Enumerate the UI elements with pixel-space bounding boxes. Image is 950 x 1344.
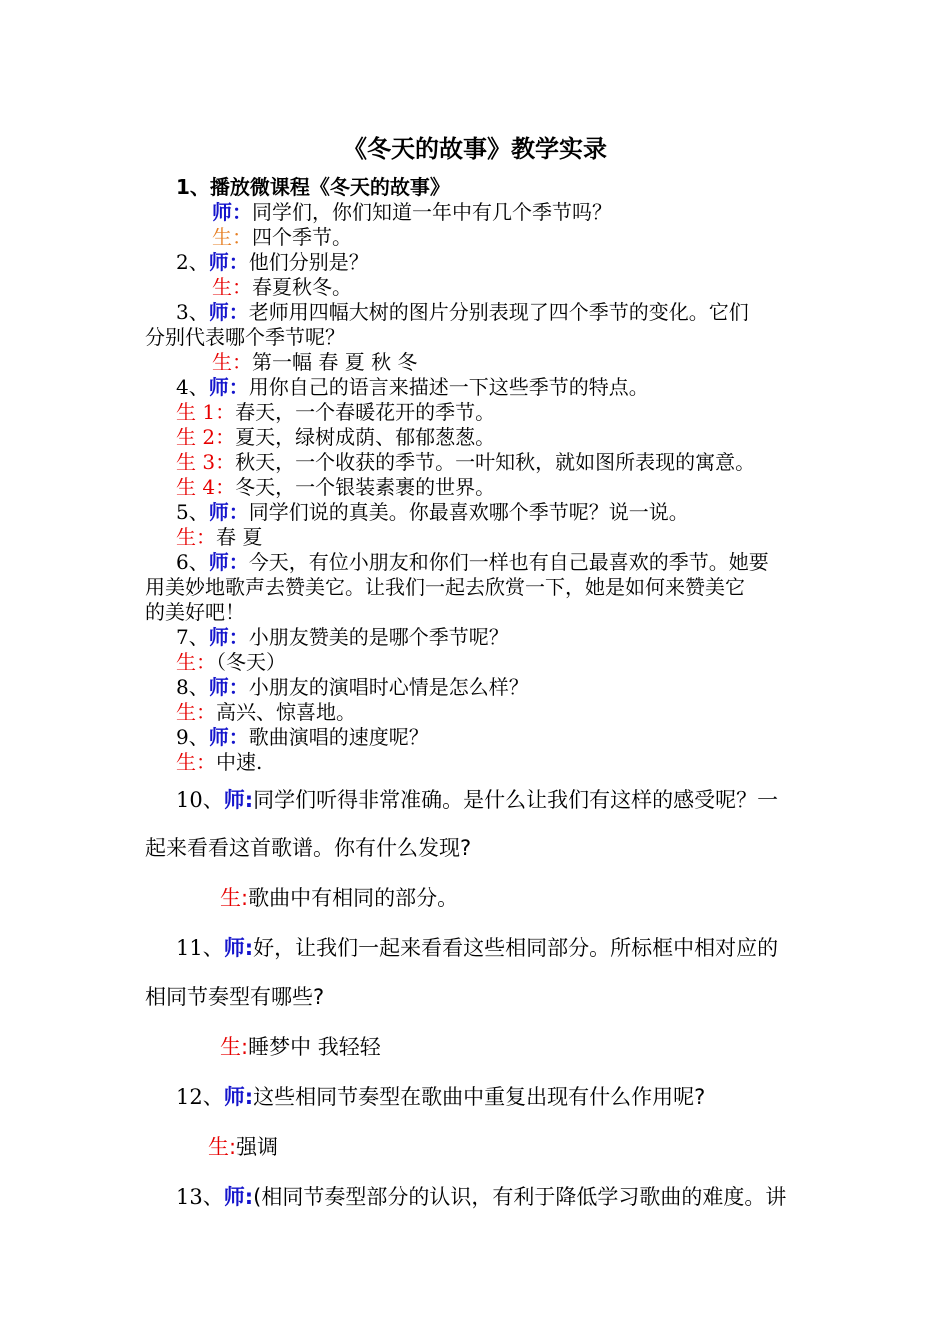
line-text: 小朋友的演唱时心情是怎么样？ xyxy=(248,675,529,699)
line-text: 第一幅 春 夏 秋 冬 xyxy=(252,350,418,374)
line-28 xyxy=(176,933,778,963)
line-29 xyxy=(145,982,324,1012)
line-32 xyxy=(208,1132,278,1162)
line-text: 同学们听得非常准确。是什么让我们有这样的感受呢？一 xyxy=(253,788,779,812)
speaker-teacher: 师: xyxy=(223,936,254,960)
line-2 xyxy=(212,200,612,225)
line-1 xyxy=(176,175,450,200)
line-19 xyxy=(176,625,509,650)
line-text: 睡梦中 我轻轻 xyxy=(248,1035,381,1059)
line-14 xyxy=(176,500,689,525)
speaker-teacher: 师： xyxy=(208,375,249,399)
line-text: 分别代表哪个季节呢？ xyxy=(145,325,345,349)
line-12 xyxy=(176,450,755,475)
line-4 xyxy=(176,250,369,275)
line-text: 好，让我们一起来看看这些相同部分。所标框中相对应的 xyxy=(253,936,779,960)
line-9 xyxy=(176,375,649,400)
speaker-teacher: 师: xyxy=(223,1085,254,1109)
line-text: 用你自己的语言来描述一下这些季节的特点。 xyxy=(248,375,649,399)
line-33 xyxy=(176,1182,786,1212)
speaker-student: 生 2： xyxy=(176,425,236,449)
line-text: 老师用四幅大树的图片分别表现了四个季节的变化。它们 xyxy=(248,300,749,324)
line-text: 他们分别是？ xyxy=(248,250,369,274)
line-number: 4、 xyxy=(176,375,209,399)
line-text: 歌曲演唱的速度呢？ xyxy=(248,725,429,749)
line-6 xyxy=(176,300,749,325)
line-number: 3、 xyxy=(176,300,209,324)
line-18 xyxy=(145,600,245,625)
line-20 xyxy=(176,650,286,675)
speaker-student: 生： xyxy=(176,525,216,549)
line-text: 小朋友赞美的是哪个季节呢？ xyxy=(248,625,509,649)
line-23 xyxy=(176,725,429,750)
line-3 xyxy=(212,225,352,250)
speaker-student: 生: xyxy=(220,886,249,910)
line-26 xyxy=(145,833,471,863)
speaker-teacher: 师： xyxy=(212,200,252,224)
speaker-teacher: 师： xyxy=(208,500,249,524)
speaker-teacher: 师： xyxy=(208,300,249,324)
line-text: 四个季节。 xyxy=(252,225,352,249)
line-number: 11、 xyxy=(176,936,224,960)
speaker-teacher: 师： xyxy=(208,625,249,649)
line-text: 歌曲中有相同的部分。 xyxy=(248,886,459,910)
line-number: 9、 xyxy=(176,725,209,749)
line-17 xyxy=(145,575,745,600)
speaker-student: 生 3： xyxy=(176,450,236,474)
speaker-teacher: 师: xyxy=(223,1185,254,1209)
line-text: 强调 xyxy=(236,1135,279,1159)
speaker-teacher: 师： xyxy=(208,675,249,699)
line-number: 7、 xyxy=(176,625,209,649)
line-number: 10、 xyxy=(176,788,224,812)
line-30 xyxy=(220,1032,381,1062)
line-27 xyxy=(220,883,458,913)
line-25 xyxy=(176,785,778,815)
line-text: 春 夏 xyxy=(216,525,263,549)
speaker-student: 生 4： xyxy=(176,475,236,499)
line-number: 1、 xyxy=(176,175,210,199)
speaker-student: 生： xyxy=(176,750,216,774)
line-number: 6、 xyxy=(176,550,209,574)
speaker-teacher: 师： xyxy=(208,250,249,274)
line-number: 5、 xyxy=(176,500,209,524)
line-text: 高兴、惊喜地。 xyxy=(216,700,356,724)
speaker-student: 生： xyxy=(176,650,216,674)
speaker-teacher: 师: xyxy=(223,788,254,812)
speaker-student: 生： xyxy=(212,350,252,374)
document-title: 《冬天的故事》教学实录 xyxy=(343,135,607,163)
line-31 xyxy=(176,1082,705,1112)
line-13 xyxy=(176,475,495,500)
line-text: 秋天，一个收获的季节。一叶知秋，就如图所表现的寓意。 xyxy=(235,450,756,474)
speaker-student: 生: xyxy=(208,1135,237,1159)
line-text: 同学们，你们知道一年中有几个季节吗？ xyxy=(252,200,612,224)
line-text: 的美好吧！ xyxy=(145,600,245,624)
line-24 xyxy=(176,750,262,775)
line-text: 春天，一个春暖花开的季节。 xyxy=(235,400,496,424)
line-text: 今天，有位小朋友和你们一样也有自己最喜欢的季节。她要 xyxy=(248,550,769,574)
line-21 xyxy=(176,675,529,700)
line-16 xyxy=(176,550,769,575)
line-text: 中速. xyxy=(216,750,263,774)
line-number: 13、 xyxy=(176,1185,224,1209)
line-number: 12、 xyxy=(176,1085,224,1109)
speaker-student: 生： xyxy=(212,225,252,249)
line-7 xyxy=(145,325,345,350)
line-11 xyxy=(176,425,495,450)
speaker-student: 生: xyxy=(220,1035,249,1059)
line-8 xyxy=(212,350,417,375)
line-10 xyxy=(176,400,495,425)
line-text: （冬天） xyxy=(216,650,286,674)
speaker-student: 生： xyxy=(212,275,252,299)
line-text: 播放微课程《冬天的故事》 xyxy=(209,175,450,199)
speaker-teacher: 师： xyxy=(208,550,249,574)
line-number: 8、 xyxy=(176,675,209,699)
line-5 xyxy=(212,275,352,300)
line-text: 相同节奏型有哪些? xyxy=(145,985,325,1009)
line-text: 同学们说的真美。你最喜欢哪个季节呢？说一说。 xyxy=(248,500,689,524)
speaker-student: 生 1： xyxy=(176,400,236,424)
line-number: 2、 xyxy=(176,250,209,274)
speaker-student: 生： xyxy=(176,700,216,724)
line-text: 这些相同节奏型在歌曲中重复出现有什么作用呢? xyxy=(253,1085,706,1109)
line-text: 春夏秋冬。 xyxy=(252,275,352,299)
line-text: 起来看看这首歌谱。你有什么发现? xyxy=(145,836,472,860)
line-text: 用美妙地歌声去赞美它。让我们一起去欣赏一下，她是如何来赞美它 xyxy=(145,575,745,599)
speaker-teacher: 师： xyxy=(208,725,249,749)
line-text: (相同节奏型部分的认识，有利于降低学习歌曲的难度。讲 xyxy=(253,1185,787,1209)
line-22 xyxy=(176,700,356,725)
line-text: 冬天，一个银装素裹的世界。 xyxy=(235,475,496,499)
line-text: 夏天，绿树成荫、郁郁葱葱。 xyxy=(235,425,496,449)
line-15 xyxy=(176,525,262,550)
